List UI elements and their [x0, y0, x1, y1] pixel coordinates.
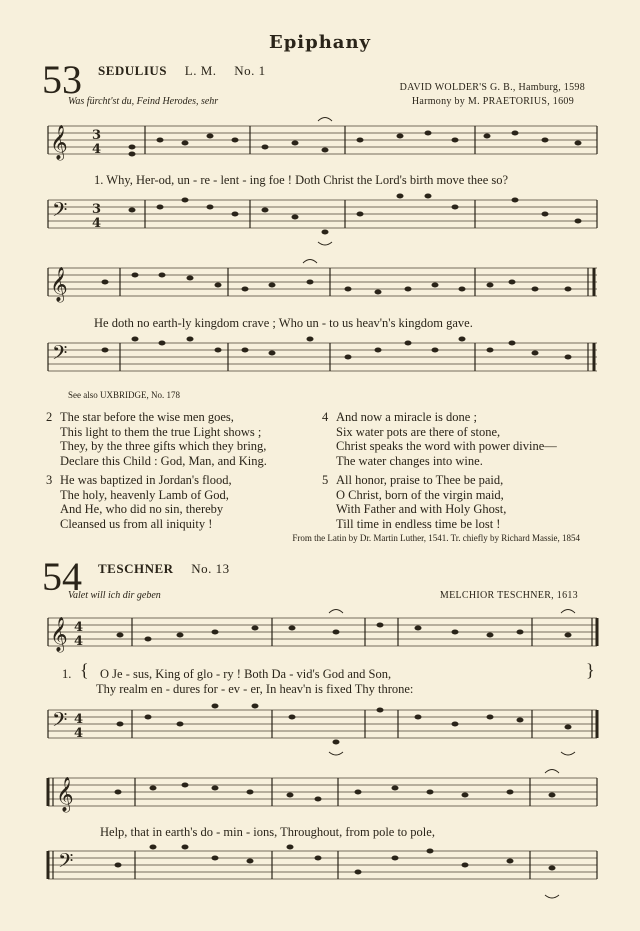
note-head: [549, 866, 556, 871]
brace-right: }: [586, 660, 595, 680]
note-head: [182, 845, 189, 850]
note-head: [187, 276, 194, 281]
note-head: [484, 134, 491, 139]
note-head: [322, 148, 329, 153]
note-head: [150, 786, 157, 791]
note-head: [269, 283, 276, 288]
note-head: [315, 856, 322, 861]
bass-staff: [0, 192, 640, 247]
note-head: [307, 337, 314, 342]
see-also-note: See also UXBRIDGE, No. 178: [68, 390, 180, 400]
time-signature: 4: [92, 142, 102, 157]
fermata-icon: [561, 752, 575, 755]
stanza-line: Six water pots are there of stone,: [336, 424, 501, 439]
lyric-line: Thy realm en - dures for - ev - er, In heav'n is fixed Thy throne:: [96, 682, 414, 696]
note-head: [565, 725, 572, 730]
note-head: [145, 637, 152, 642]
note-head: [322, 230, 329, 235]
section-title: Epiphany: [268, 32, 372, 53]
note-head: [315, 797, 322, 802]
note-head: [287, 845, 294, 850]
clef-icon: 𝄞: [50, 267, 68, 302]
stanza-line: And He, who did no sin, thereby: [60, 502, 224, 517]
note-head: [157, 138, 164, 143]
note-head: [252, 704, 259, 709]
note-head: [232, 212, 239, 217]
note-head: [333, 740, 340, 745]
fermata-icon: [329, 752, 343, 755]
note-head: [145, 715, 152, 720]
hymn-number: 54: [42, 554, 82, 599]
note-head: [509, 341, 516, 346]
note-head: [177, 722, 184, 727]
clef-icon: 𝄞: [50, 125, 68, 160]
note-head: [345, 287, 352, 292]
note-head: [215, 348, 222, 353]
time-signature: 4: [74, 726, 84, 741]
note-head: [377, 708, 384, 713]
note-head: [405, 287, 412, 292]
note-head: [247, 790, 254, 795]
stanza-line: The holy, heavenly Lamb of God,: [60, 487, 229, 502]
stanza-line: They, by the three gifts which they bring,: [60, 439, 267, 454]
note-head: [427, 849, 434, 854]
note-head: [565, 355, 572, 360]
tune-name: [98, 561, 230, 577]
stanza-2: [46, 410, 267, 468]
note-head: [292, 215, 299, 220]
note-head: [215, 283, 222, 288]
note-head: [432, 348, 439, 353]
note-head: [242, 287, 249, 292]
note-head: [542, 138, 549, 143]
translation-credit: From the Latin by Dr. Martin Luther, 1541. Tr. chiefly by Richard Massie, 1854: [292, 533, 580, 543]
note-head: [405, 341, 412, 346]
note-head: [262, 208, 269, 213]
note-head: [117, 722, 124, 727]
note-head: [182, 783, 189, 788]
fermata-icon: [561, 610, 575, 614]
note-head: [157, 205, 164, 210]
note-head: [129, 145, 136, 150]
latin-title: Valet will ich dir geben: [68, 590, 161, 601]
clef-icon: 𝄞: [56, 777, 74, 812]
note-head: [129, 208, 136, 213]
note-head: [509, 280, 516, 285]
note-head: [150, 845, 157, 850]
note-head: [507, 790, 514, 795]
note-head: [507, 859, 514, 864]
note-head: [532, 287, 539, 292]
stanza-line: Till time in endless time be lost !: [336, 516, 501, 531]
stanza-number: 3: [46, 473, 53, 487]
note-head: [115, 790, 122, 795]
note-head: [102, 348, 109, 353]
time-signature: 4: [74, 620, 84, 635]
note-head: [129, 152, 136, 157]
note-head: [355, 870, 362, 875]
note-head: [517, 718, 524, 723]
hymn-number: 53: [42, 57, 82, 102]
time-signature: 4: [92, 216, 102, 231]
note-head: [415, 626, 422, 631]
note-head: [159, 341, 166, 346]
lyric-line: 1. Why, Her-od, un - re - lent - ing foe ! Doth Christ the Lord's birth move thee so?: [94, 173, 509, 187]
note-head: [212, 630, 219, 635]
stanza-number: 4: [322, 410, 329, 424]
note-head: [462, 793, 469, 798]
fermata-icon: [318, 118, 332, 122]
note-head: [415, 715, 422, 720]
clef-icon: 𝄞: [50, 617, 68, 652]
stanza-line: Cleansed us from all iniquity !: [60, 516, 213, 531]
note-head: [262, 145, 269, 150]
bass-staff: [0, 335, 640, 385]
note-head: [397, 134, 404, 139]
treble-staff: [0, 610, 640, 660]
note-head: [575, 141, 582, 146]
time-signature: 3: [92, 202, 102, 217]
stanza-line: With Father and with Holy Ghost,: [336, 502, 507, 517]
stanza-line: O Christ, born of the virgin maid,: [336, 487, 504, 502]
tune-name: [98, 63, 266, 79]
stanza-line: All honor, praise to Thee be paid,: [336, 473, 504, 487]
note-head: [187, 337, 194, 342]
note-head: [182, 141, 189, 146]
note-head: [207, 205, 214, 210]
note-head: [287, 793, 294, 798]
note-head: [132, 273, 139, 278]
clef-icon: 𝄢: [52, 708, 68, 736]
note-head: [115, 863, 122, 868]
note-head: [459, 287, 466, 292]
note-head: [392, 786, 399, 791]
note-head: [427, 790, 434, 795]
note-head: [289, 715, 296, 720]
note-head: [159, 273, 166, 278]
composer-credit: MELCHIOR TESCHNER, 1613: [439, 590, 578, 601]
stanza-line: He was baptized in Jordan's flood,: [60, 473, 232, 487]
note-head: [512, 198, 519, 203]
note-head: [487, 633, 494, 638]
clef-icon: 𝄢: [52, 341, 68, 369]
note-head: [425, 131, 432, 136]
note-head: [425, 194, 432, 199]
tune-title: TESCHNER: [98, 561, 174, 576]
stanza-3: [46, 473, 232, 531]
note-head: [132, 337, 139, 342]
note-head: [542, 212, 549, 217]
note-head: [517, 630, 524, 635]
bass-staff: [0, 702, 640, 757]
bass-staff: [0, 843, 640, 903]
note-head: [462, 863, 469, 868]
stanza-line: The water changes into wine.: [336, 453, 483, 468]
note-head: [345, 355, 352, 360]
stanza-4: [322, 410, 557, 468]
fermata-icon: [545, 895, 559, 898]
verse-number: 1.: [62, 667, 72, 681]
note-head: [242, 348, 249, 353]
note-head: [575, 219, 582, 224]
time-signature: 4: [74, 634, 84, 649]
time-signature: 4: [74, 712, 84, 727]
stanza-line: Christ speaks the word with power divine—: [336, 439, 557, 454]
note-head: [549, 793, 556, 798]
note-head: [269, 351, 276, 356]
treble-staff: [0, 260, 640, 310]
note-head: [117, 633, 124, 638]
note-head: [565, 633, 572, 638]
note-head: [452, 205, 459, 210]
lyric-line: Help, that in earth's do - min - ions, Throughout, from pole to pole,: [100, 825, 435, 839]
harmony-credit: Harmony by M. PRAETORIUS, 1609: [411, 96, 574, 107]
brace-left: {: [80, 660, 89, 680]
note-head: [532, 351, 539, 356]
fermata-icon: [545, 770, 559, 774]
note-head: [397, 194, 404, 199]
note-head: [487, 715, 494, 720]
note-head: [452, 630, 459, 635]
note-head: [289, 626, 296, 631]
note-head: [512, 131, 519, 136]
note-head: [212, 786, 219, 791]
stanza-5: [322, 473, 506, 531]
note-head: [357, 138, 364, 143]
lyric-line: O Je - sus, King of glo - ry ! Both Da - vid's God and Son,: [100, 667, 392, 681]
note-head: [252, 626, 259, 631]
note-head: [375, 348, 382, 353]
note-head: [212, 704, 219, 709]
note-head: [292, 141, 299, 146]
tune-number: No. 1: [234, 63, 266, 78]
note-head: [452, 138, 459, 143]
note-head: [377, 623, 384, 628]
tune-meter: L. M.: [184, 63, 217, 78]
fermata-icon: [318, 242, 332, 245]
tune-number: No. 13: [191, 561, 230, 576]
note-head: [487, 283, 494, 288]
note-head: [102, 280, 109, 285]
fermata-icon: [329, 610, 343, 614]
tune-title: SEDULIUS: [98, 63, 168, 78]
stanza-line: And now a miracle is done ;: [336, 410, 477, 424]
note-head: [375, 290, 382, 295]
note-head: [357, 212, 364, 217]
latin-title: Was fürcht'st du, Feind Herodes, sehr: [68, 96, 219, 107]
clef-icon: 𝄢: [58, 849, 74, 877]
note-head: [333, 630, 340, 635]
note-head: [565, 287, 572, 292]
treble-staff: [0, 118, 640, 168]
note-head: [232, 138, 239, 143]
stanza-line: This light to them the true Light shows ;: [60, 424, 262, 439]
note-head: [207, 134, 214, 139]
tune-source: DAVID WOLDER'S G. B., Hamburg, 1598: [399, 82, 585, 93]
stanza-line: Declare this Child : God, Man, and King.: [60, 453, 267, 468]
note-head: [432, 283, 439, 288]
note-head: [247, 859, 254, 864]
note-head: [307, 280, 314, 285]
fermata-icon: [303, 260, 317, 264]
note-head: [212, 856, 219, 861]
stanza-line: The star before the wise men goes,: [60, 410, 234, 424]
note-head: [452, 722, 459, 727]
time-signature: 3: [92, 128, 102, 143]
note-head: [182, 198, 189, 203]
note-head: [487, 348, 494, 353]
note-head: [177, 633, 184, 638]
stanza-number: 5: [322, 473, 329, 487]
note-head: [392, 856, 399, 861]
stanza-number: 2: [46, 410, 53, 424]
note-head: [355, 790, 362, 795]
lyric-line: He doth no earth-ly kingdom crave ; Who un - to us heav'n's kingdom gave.: [94, 316, 473, 330]
clef-icon: 𝄢: [52, 198, 68, 226]
note-head: [459, 337, 466, 342]
treble-staff: [0, 770, 640, 820]
